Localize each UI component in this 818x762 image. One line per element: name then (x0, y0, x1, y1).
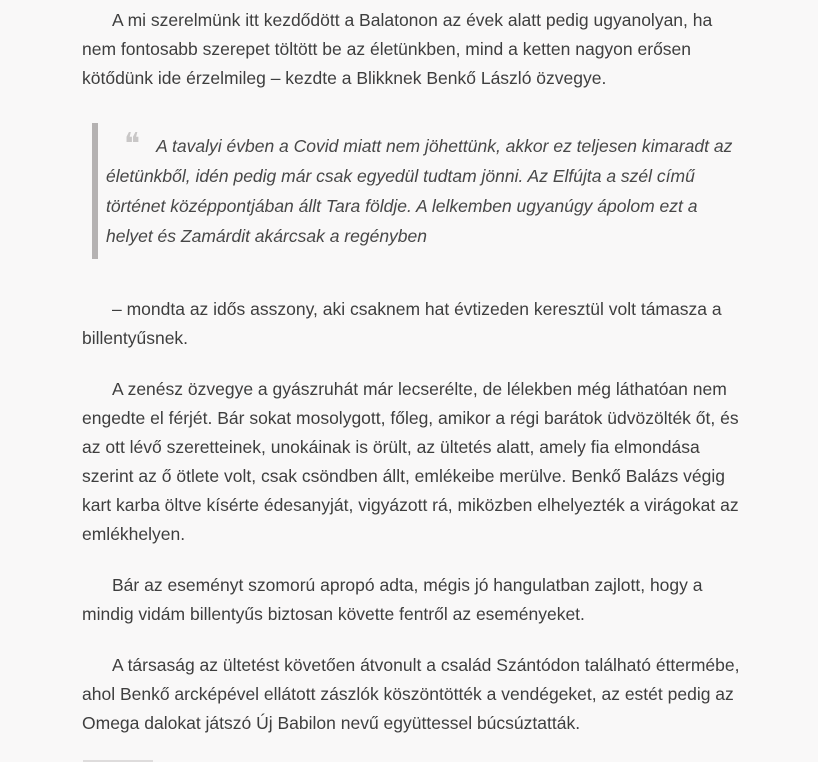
lead-paragraph: A mi szerelmünk itt kezdődött a Balatonon az évek alatt pedig ugyanolyan, ha nem fontosabb szerepet töltött be az életünkben, mind a ketten nagyon erősen kötődünk ide érzelmileg – kezdte a Blikknek Benkő László özvegye. (82, 10, 713, 88)
paragraph: Bár az eseményt szomorú apropó adta, mégis jó hangulatban zajlott, hogy a mindig vidám billentyűs biztosan követte fentről az eseményeket. (82, 575, 703, 624)
quote-mark-icon: ❝ (124, 128, 141, 161)
paragraph: A társaság az ültetést követően átvonult a család Szántódon található éttermébe, ahol Benkő arcképével ellátott zászlók köszöntötték a vendégeket, az estét pedig az Omega dalokat játszó Új Babilon nevű együttessel búcsúztatták. (82, 655, 740, 733)
pull-quote (92, 123, 746, 259)
article-body (82, 0, 746, 762)
paragraph: – mondta az idős asszony, aki csaknem hat évtizeden keresztül volt támasza a billentyűsnek. (82, 299, 722, 348)
quote-text: A tavalyi évben a Covid miatt nem jöhettünk, akkor ez teljesen kimaradt az életünkből, idén pedig már csak egyedül tudtam jönni. Az Elfújta a szél című történet középpontjában állt Tara földje. A lelkemben ugyanúgy ápolom ezt a helyet és Zamárdit akárcsak a regényben (106, 136, 733, 246)
paragraph: A zenész özvegye a gyászruhát már lecserélte, de lélekben még láthatóan nem engedte el férjét. Bár sokat mosolygott, főleg, amikor a régi barátok üdvözölték őt, és az ott lévő szeretteinek, unokáinak is örült, az ültetés alatt, amely fia elmondása szerint az ő ötlete volt, csak csöndben állt, emlékeibe merülve. Benkő Balázs végig kart karba öltve kísérte édesanyját, vigyázott rá, miközben elhelyezték a virágokat az emlékhelyen. (82, 379, 739, 544)
